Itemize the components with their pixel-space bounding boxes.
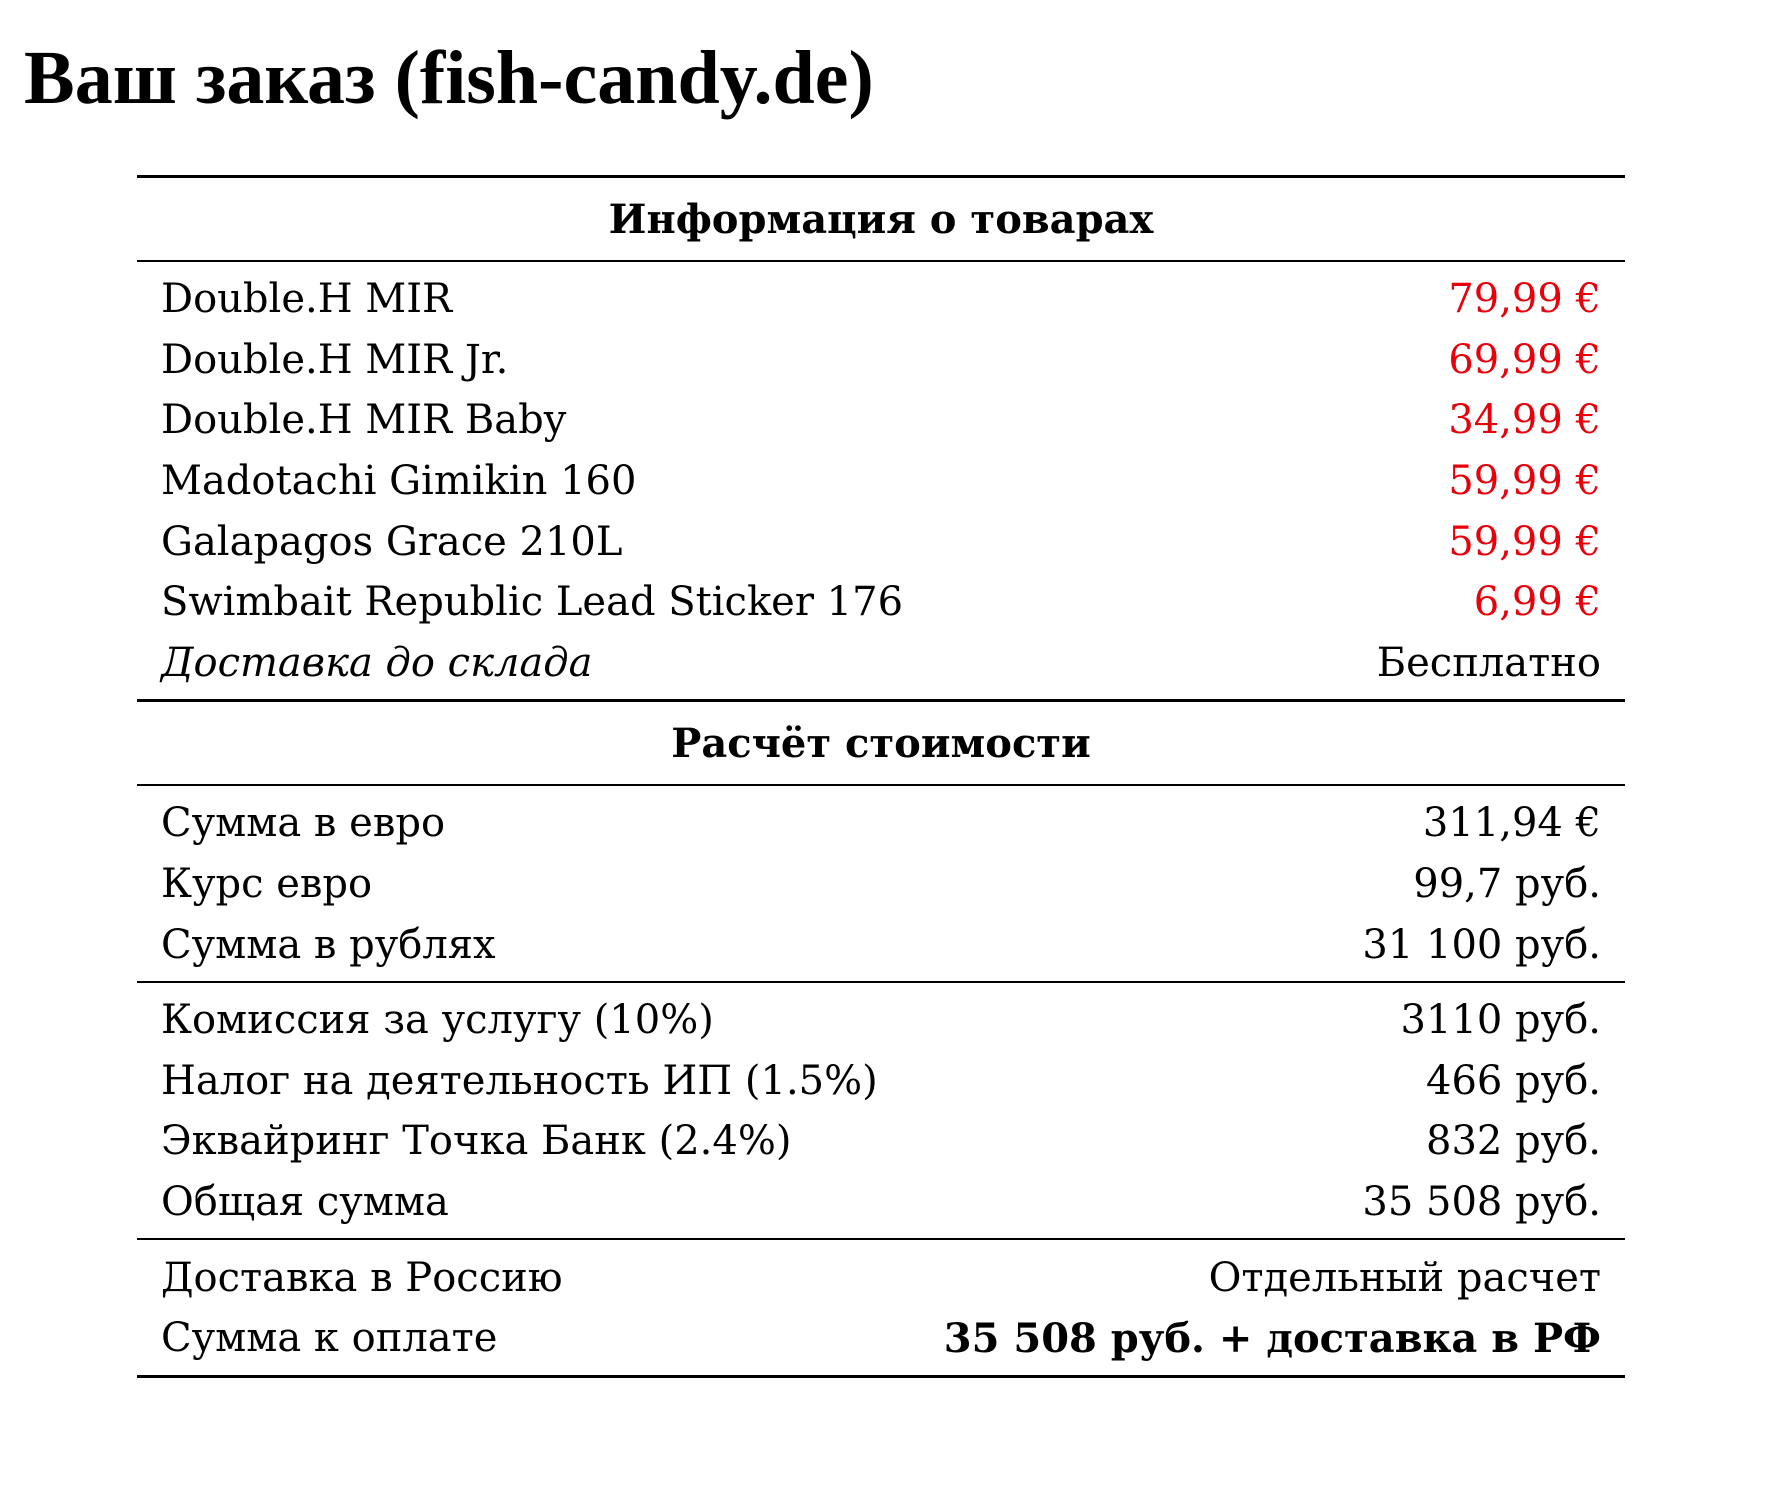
warehouse-shipping-value: Бесплатно: [1376, 639, 1601, 686]
conversion-list: [137, 786, 1625, 981]
total-value: 35 508 руб.: [1362, 1179, 1601, 1226]
total-row: [161, 1172, 1601, 1233]
sum-eur-value: 311,94 €: [1422, 800, 1601, 847]
products-list: [137, 262, 1625, 699]
amount-due-row: [161, 1308, 1601, 1369]
warehouse-shipping-label: Доставка до склада: [161, 639, 593, 686]
tax-row: [161, 1051, 1601, 1112]
total-label: Общая сумма: [161, 1179, 449, 1226]
product-row: [161, 390, 1601, 451]
acquiring-label: Эквайринг Точка Банк (2.4%): [161, 1118, 792, 1165]
exchange-rate-row: [161, 854, 1601, 915]
order-table: [137, 175, 1625, 1378]
sum-eur-row: [161, 793, 1601, 854]
product-name: Swimbait Republic Lead Sticker 176: [161, 579, 904, 626]
product-row: [161, 572, 1601, 633]
tax-value: 466 руб.: [1426, 1057, 1601, 1104]
russia-shipping-label: Доставка в Россию: [161, 1254, 563, 1301]
exchange-rate-label: Курс евро: [161, 861, 373, 908]
sum-rub-row: [161, 914, 1601, 975]
product-price: 59,99 €: [1448, 458, 1601, 505]
product-name: Madotachi Gimikin 160: [161, 458, 637, 505]
exchange-rate-value: 99,7 руб.: [1413, 861, 1601, 908]
final-list: [137, 1240, 1625, 1374]
product-price: 34,99 €: [1448, 397, 1601, 444]
product-price: 69,99 €: [1448, 336, 1601, 383]
service-fee-value: 3110 руб.: [1400, 997, 1601, 1044]
acquiring-row: [161, 1111, 1601, 1172]
acquiring-value: 832 руб.: [1426, 1118, 1601, 1165]
sum-rub-value: 31 100 руб.: [1362, 921, 1601, 968]
warehouse-shipping-row: [161, 633, 1601, 694]
fees-list: [137, 983, 1625, 1238]
product-row: [161, 451, 1601, 512]
amount-due-value: 35 508 руб. + доставка в РФ: [943, 1314, 1601, 1362]
product-row: [161, 269, 1601, 330]
table-bottom-rule: [137, 1375, 1625, 1378]
calculation-section-header: Расчёт стоимости: [671, 719, 1091, 767]
product-price: 6,99 €: [1473, 579, 1601, 626]
product-row: [161, 511, 1601, 572]
product-price: 59,99 €: [1448, 518, 1601, 565]
sum-rub-label: Сумма в рублях: [161, 921, 496, 968]
service-fee-label: Комиссия за услугу (10%): [161, 997, 714, 1044]
product-row: [161, 330, 1601, 391]
russia-shipping-row: [161, 1247, 1601, 1308]
product-name: Double.H MIR Jr.: [161, 336, 509, 383]
product-name: Double.H MIR: [161, 276, 453, 323]
page-title: Ваш заказ (fish-candy.de): [24, 36, 874, 120]
product-name: Galapagos Grace 210L: [161, 518, 623, 565]
service-fee-row: [161, 990, 1601, 1051]
products-section-header: Информация о товарах: [608, 195, 1154, 243]
product-price: 79,99 €: [1448, 276, 1601, 323]
sum-eur-label: Сумма в евро: [161, 800, 446, 847]
russia-shipping-value: Отдельный расчет: [1208, 1254, 1601, 1301]
amount-due-label: Сумма к оплате: [161, 1315, 498, 1362]
tax-label: Налог на деятельность ИП (1.5%): [161, 1057, 878, 1104]
product-name: Double.H MIR Baby: [161, 397, 567, 444]
